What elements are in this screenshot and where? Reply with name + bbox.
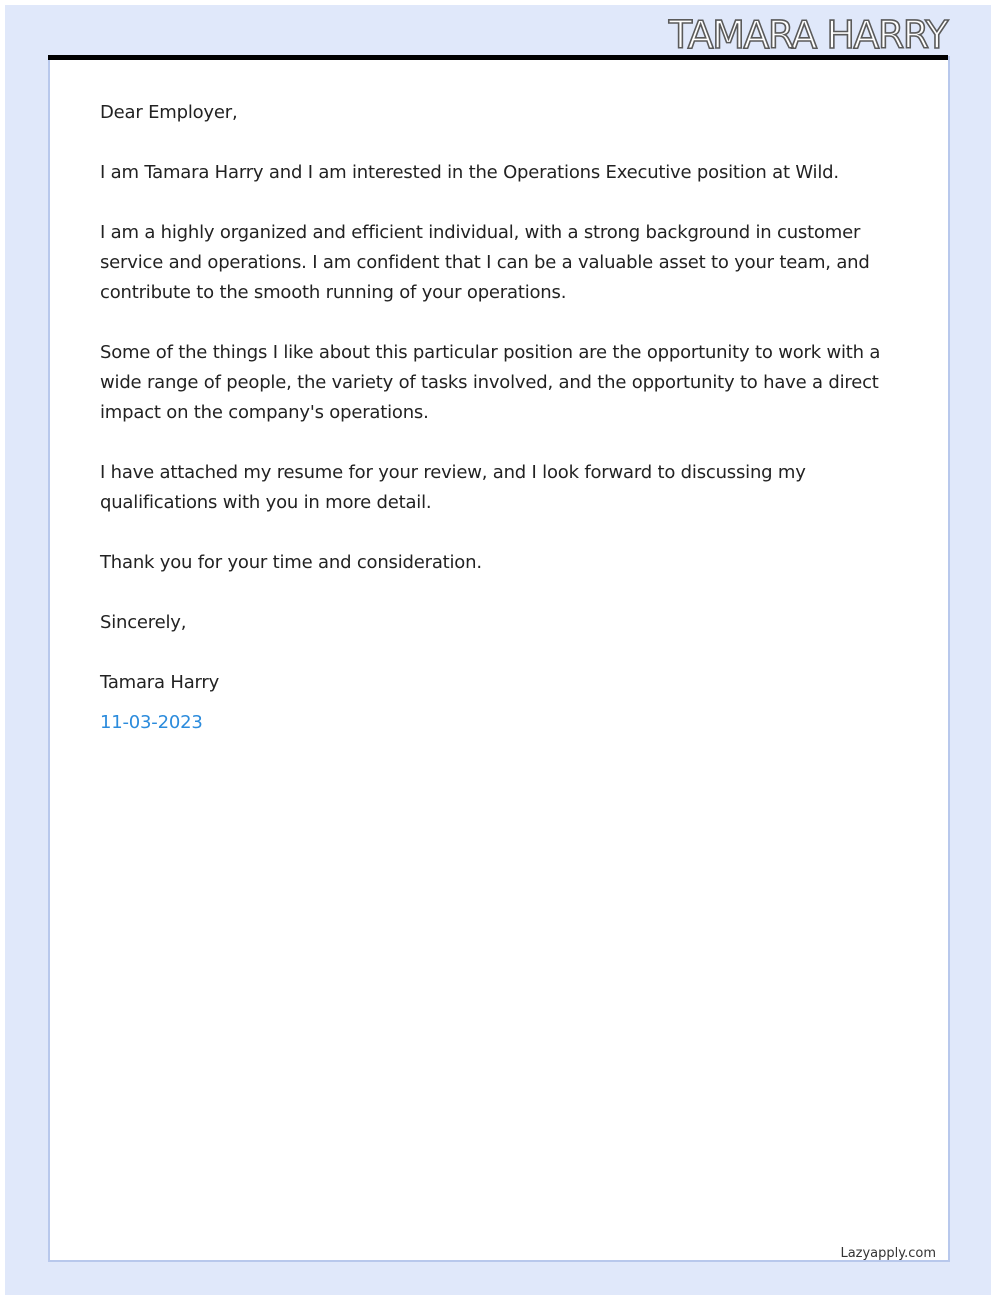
header-applicant-name: TAMARA HARRY <box>668 13 947 57</box>
letter-paragraph-position: Some of the things I like about this particular position are the opportunity to work with a wide range of people, the variety of tasks involved, and the opportunity to have a direct impact on the company's operations. <box>100 342 881 423</box>
letter-signature: Tamara Harry <box>100 672 220 693</box>
letter-paragraph-background: I am a highly organized and efficient individual, with a strong background in customer service and operations. I am confident that I can be a valuable asset to your team, and contribute to the smooth running of your operations. <box>100 222 870 303</box>
letter-paragraph-thanks: Thank you for your time and consideration. <box>100 552 482 573</box>
cover-letter-body <box>100 98 900 768</box>
letter-date: 11-03-2023 <box>100 712 203 733</box>
letter-greeting: Dear Employer, <box>100 102 238 123</box>
letter-closing: Sincerely, <box>100 612 187 633</box>
footer-brand-watermark: Lazyapply.com <box>840 1246 936 1261</box>
letter-paragraph-intro: I am Tamara Harry and I am interested in the Operations Executive position at Wild. <box>100 162 839 183</box>
letter-paragraph-resume: I have attached my resume for your review, and I look forward to discussing my qualifications with you in more detail. <box>100 462 806 513</box>
